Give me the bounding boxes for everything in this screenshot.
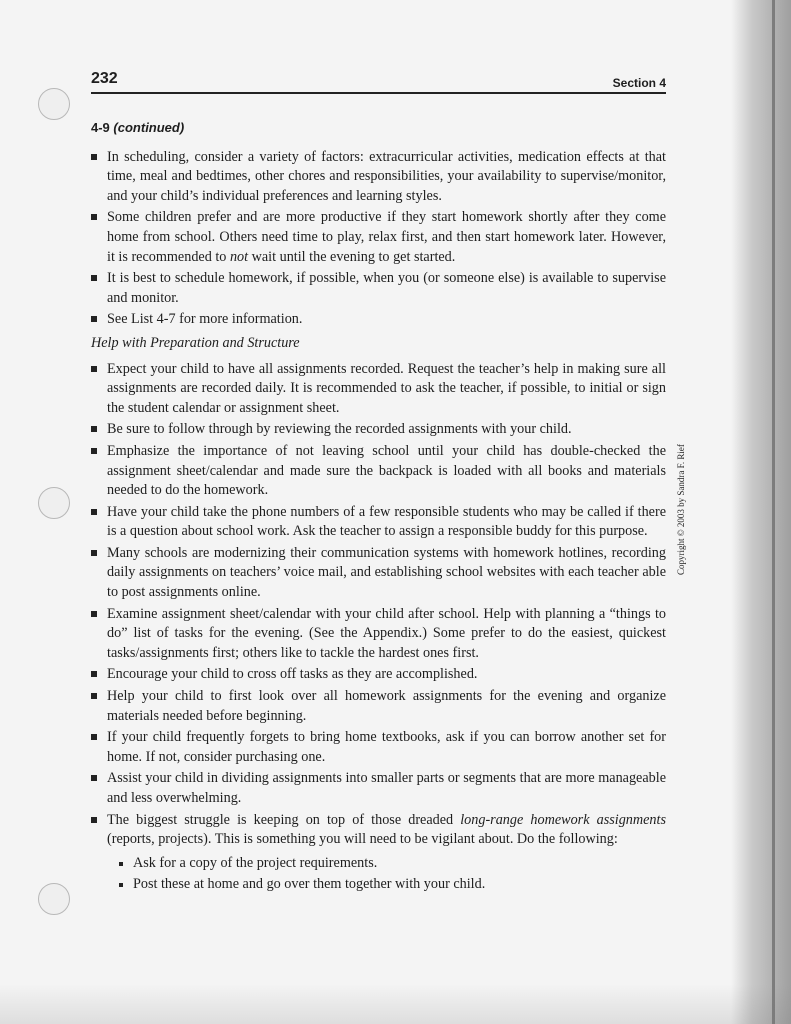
list-item: Help your child to first look over all homework assignments for the evening and organize materials needed before beginning.: [91, 687, 666, 726]
page-edge: [772, 0, 775, 1024]
sub-bullet-list: [107, 854, 666, 895]
bullet-list-part2: [91, 360, 666, 895]
list-item: See List 4-7 for more information.: [91, 310, 666, 330]
page-header: [91, 70, 666, 94]
page-number: 232: [91, 70, 118, 87]
sub-list-item: Post these at home and go over them together with your child.: [107, 875, 666, 895]
list-item: Assist your child in dividing assignments into smaller parts or segments that are more manageable and less overwhelming.: [91, 769, 666, 808]
binder-hole-middle: [38, 487, 70, 519]
list-item: Be sure to follow through by reviewing the recorded assignments with your child.: [91, 420, 666, 440]
list-item-long-range: [91, 811, 666, 895]
long-range-emphasis: long-range homework assignments: [460, 811, 666, 828]
bullet-list-part1: [91, 148, 666, 330]
long-range-text-before: The biggest struggle is keeping on top of those dreaded: [107, 811, 461, 828]
list-item: Emphasize the importance of not leaving school until your child has double-checked the assignment sheet/calendar and made sure the backpack is loaded with all books and materials needed to do the homework.: [91, 442, 666, 501]
list-item: If your child frequently forgets to bring home textbooks, ask if you can borrow another set for home. If not, consider purchasing one.: [91, 728, 666, 767]
list-heading: [91, 118, 666, 138]
page-content: [91, 118, 666, 897]
binder-hole-bottom: [38, 883, 70, 915]
page-bottom-shadow: [0, 984, 791, 1024]
list-item: Expect your child to have all assignments recorded. Request the teacher’s help in making sure all assignments are recorded daily. It is recommended to ask the teacher, if possible, to initial or sign the student calendar or assignment sheet.: [91, 360, 666, 419]
continued-label: (continued): [113, 120, 185, 135]
binder-hole-top: [38, 88, 70, 120]
list-number: 4-9: [91, 120, 110, 135]
section-label: Section 4: [612, 76, 666, 90]
list-item: Some children prefer and are more productive if they start homework shortly after they come home from school. Others need time to play, relax first, and then start homework later. However, it is recommended to not wait until the evening to get started.: [91, 208, 666, 267]
subheading: Help with Preparation and Structure: [91, 334, 300, 351]
list-item: Have your child take the phone numbers of a few responsible students who may be called if there is a question about school work. Ask the teacher to assign a responsible buddy for this purpose.: [91, 503, 666, 542]
sub-list-item: Ask for a copy of the project requirements.: [107, 854, 666, 874]
list-item: In scheduling, consider a variety of factors: extracurricular activities, medication effects at that time, meal and bedtimes, other chores and responsibilities, your availability to supervise/monitor, and your child’s individual preferences and learning styles.: [91, 148, 666, 207]
list-item: It is best to schedule homework, if possible, when you (or someone else) is available to supervise and monitor.: [91, 269, 666, 308]
list-item: Encourage your child to cross off tasks as they are accomplished.: [91, 665, 666, 685]
list-item: Examine assignment sheet/calendar with your child after school. Help with planning a “things to do” list of tasks for the evening. (See the Appendix.) Some prefer to do the easiest, quickest tasks/assignments first; others like to tackle the hardest ones first.: [91, 605, 666, 664]
page-binding-shadow: [731, 0, 791, 1024]
copyright-notice: Copyright © 2003 by Sandra F. Rief: [676, 444, 686, 575]
long-range-text-after: (reports, projects). This is something you will need to be vigilant about. Do the following:: [107, 831, 618, 848]
list-item: Many schools are modernizing their communication systems with homework hotlines, recording daily assignments on teachers’ voice mail, and establishing school websites with each teacher able to post assignments online.: [91, 544, 666, 603]
